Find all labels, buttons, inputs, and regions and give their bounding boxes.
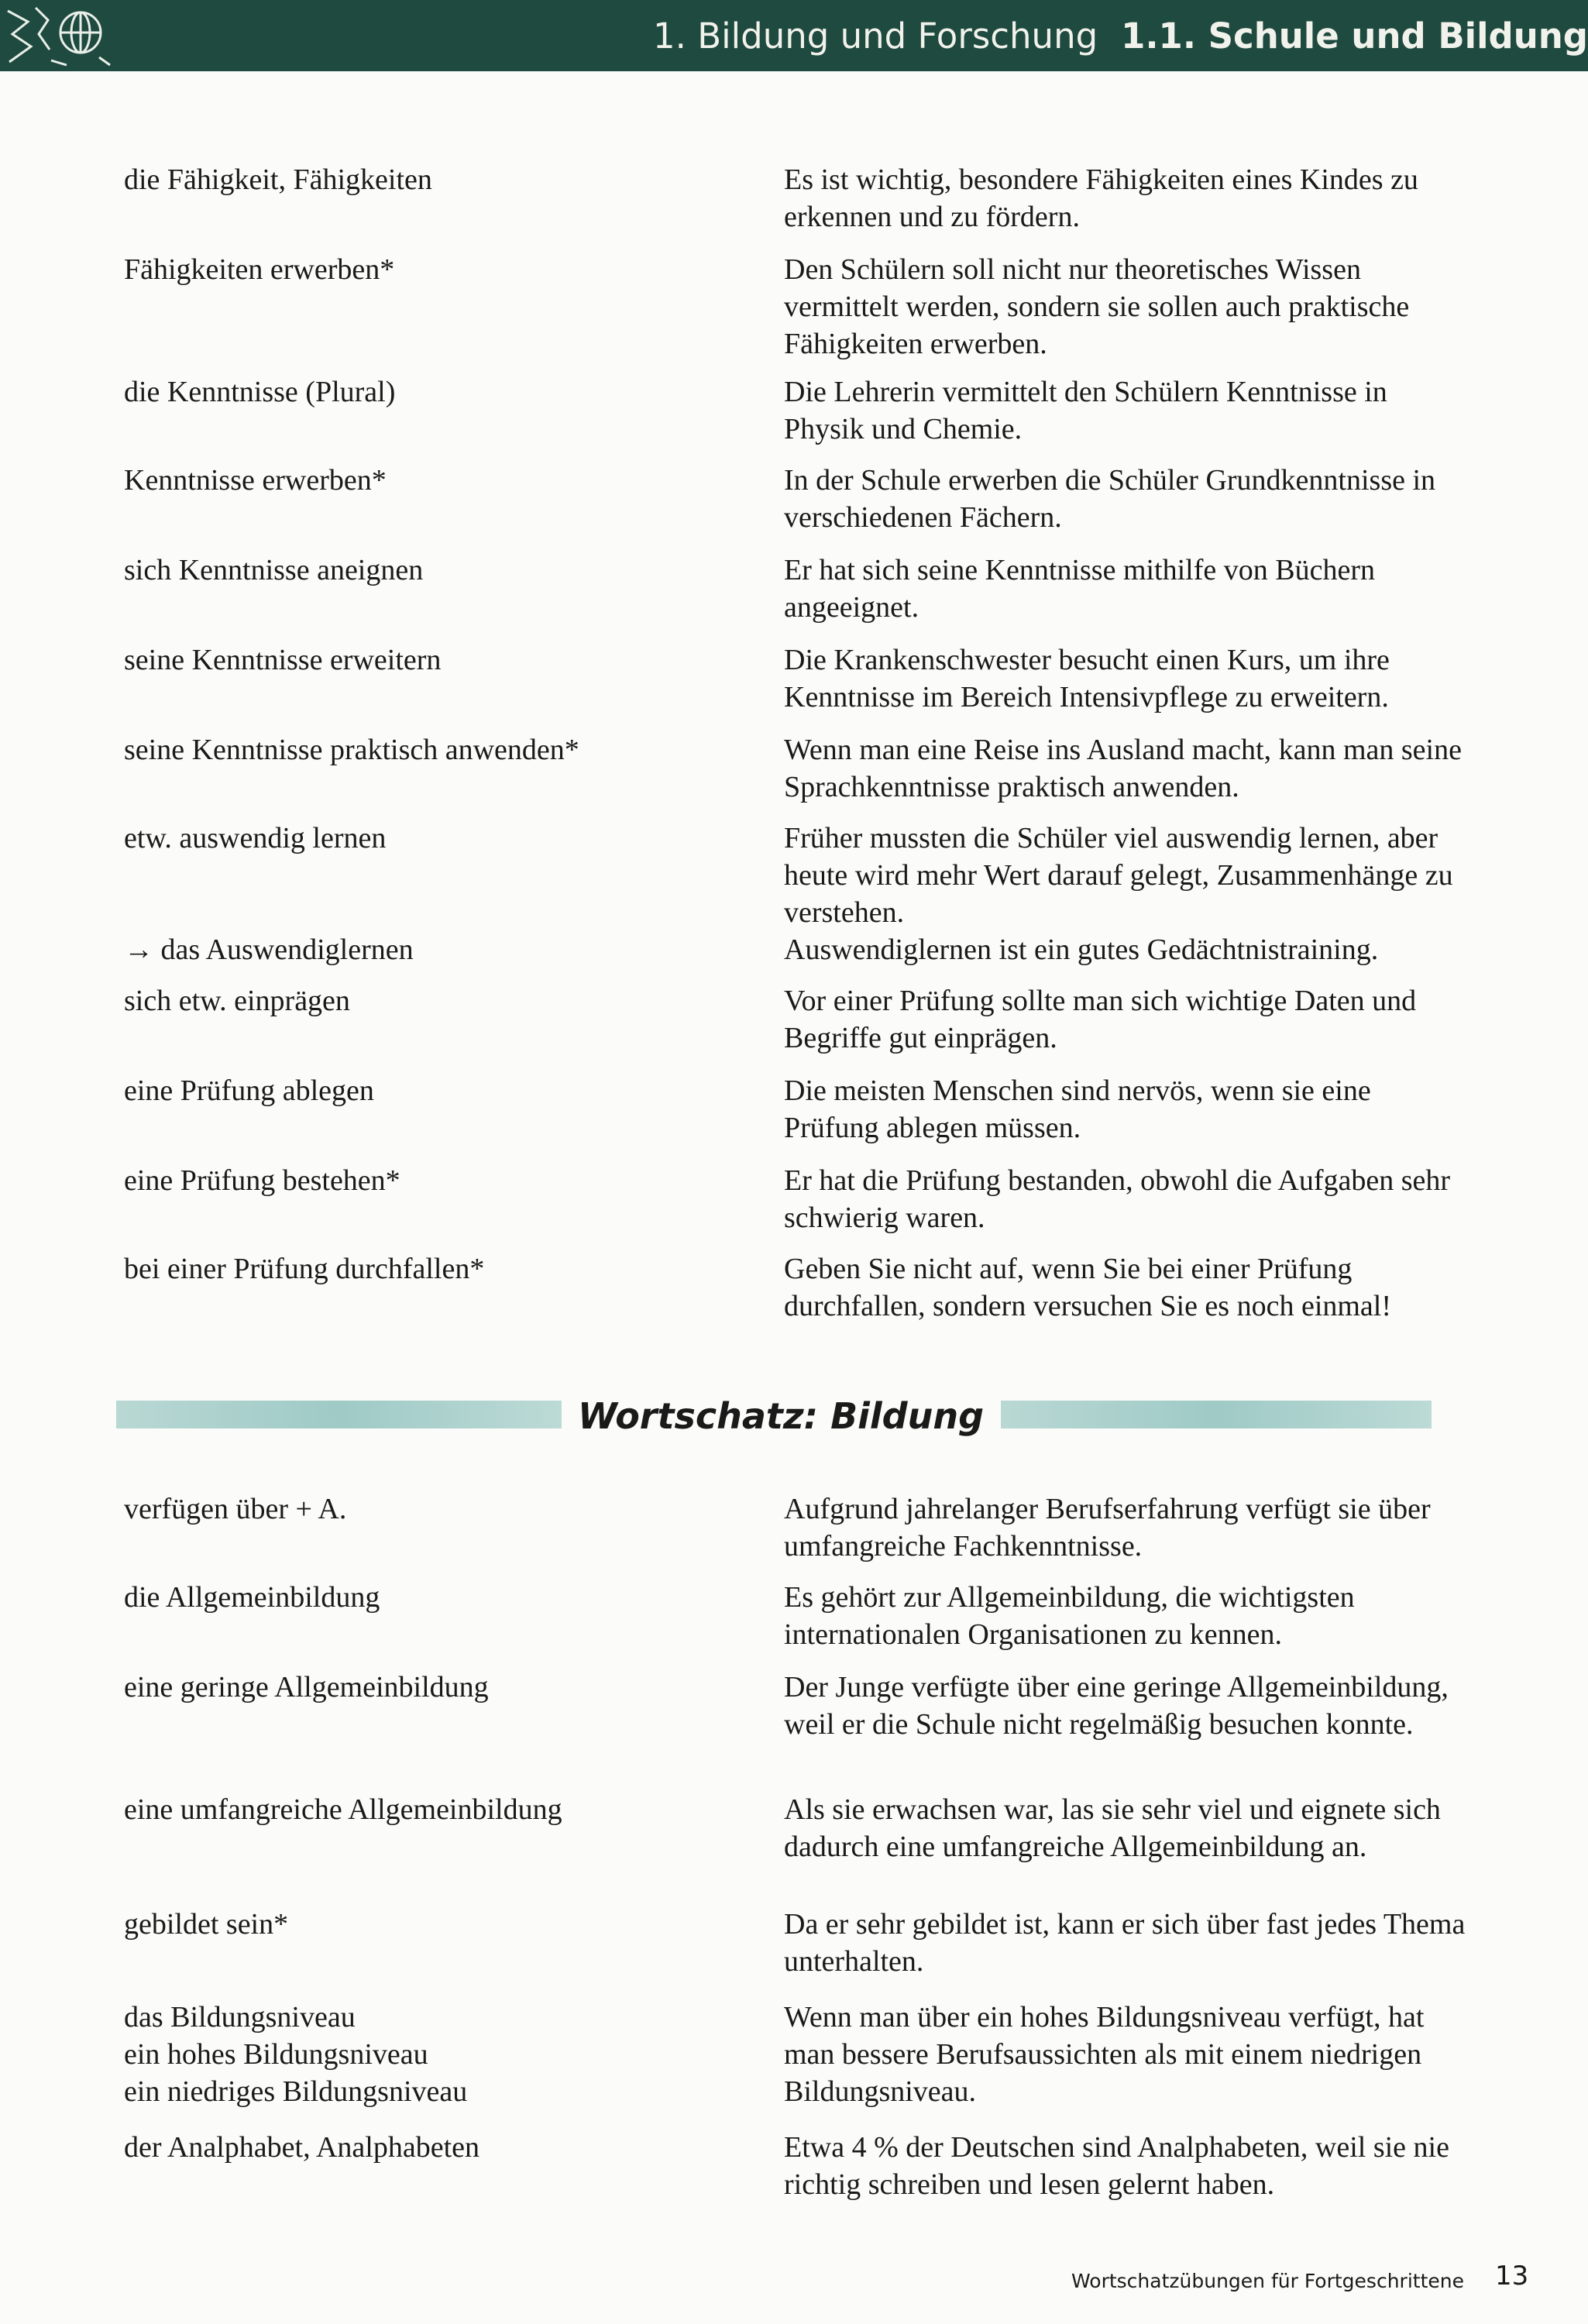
entry-term [124,731,759,768]
entry-example: Früher mussten die Schüler viel auswendig lernen, aber heute wird mehr Wert darauf gelegt, Zusammenhänge zu verstehen. [784,822,1453,929]
term-line: die Kenntnisse (Plural) [124,376,396,408]
entry-term [124,1250,759,1287]
term-line: der Analphabet, Analphabeten [124,2131,480,2164]
entry-term [124,373,759,411]
entry-example: Etwa 4 % der Deutschen sind Analphabeten, weil sie nie richtig schreiben und lesen gelernt haben. [784,2131,1449,2201]
entry-example: Als sie erwachsen war, las sie sehr viel und eignete sich dadurch eine umfangreiche Allgemeinbildung an. [784,1793,1441,1863]
entry-term [124,982,759,1019]
entry-term [124,1579,759,1616]
heading-band-left [116,1401,562,1428]
entry-term [124,1906,759,1943]
term-line: die Fähigkeit, Fähigkeiten [124,163,432,196]
term-line: ein niedriges Bildungsniveau [124,2075,468,2108]
term-line: eine Prüfung ablegen [124,1074,374,1107]
term-line: ein hohes Bildungsniveau [124,2038,428,2071]
term-line: das Bildungsniveau [124,2001,356,2033]
term-line: eine umfangreiche Allgemeinbildung [124,1793,562,1826]
term-line: seine Kenntnisse erweitern [124,644,442,676]
entry-term [124,2129,759,2166]
entry-term [124,1162,759,1199]
entry-example: Da er sehr gebildet ist, kann er sich über fast jedes Thema unterhalten. [784,1908,1466,1978]
entry-term [124,251,759,288]
term-line: bei einer Prüfung durchfallen* [124,1253,485,1285]
entry-example: Die Krankenschwester besucht einen Kurs, um ihre Kenntnisse im Bereich Intensivpflege zu erweitern. [784,644,1390,713]
page-number: 13 [1495,2260,1529,2291]
term-line: → das Auswendiglernen [124,933,414,966]
entry-example: Geben Sie nicht auf, wenn Sie bei einer Prüfung durchfallen, sondern versuchen Sie es noch einmal! [784,1253,1392,1322]
entry-term [124,1791,759,1828]
entry-example: Der Junge verfügte über eine geringe Allgemeinbildung, weil er die Schule nicht regelmäßig besuchen konnte. [784,1671,1449,1741]
entry-term [124,552,759,589]
term-line: verfügen über + A. [124,1493,347,1525]
entry-term [124,1669,759,1706]
term-line: seine Kenntnisse praktisch anwenden* [124,734,579,766]
entry-example: Die Lehrerin vermittelt den Schülern Kenntnisse in Physik und Chemie. [784,376,1387,445]
term-line: die Allgemeinbildung [124,1581,380,1614]
entry-term [124,641,759,679]
entry-example: Es ist wichtig, besondere Fähigkeiten eines Kindes zu erkennen und zu fördern. [784,163,1418,233]
entry-example: Aufgrund jahrelanger Berufserfahrung verfügt sie über umfangreiche Fachkenntnisse. [784,1493,1431,1563]
entry-example: Er hat sich seine Kenntnisse mithilfe von Büchern angeeignet. [784,554,1375,624]
entry-example: Es gehört zur Allgemeinbildung, die wichtigsten internationalen Organisationen zu kennen. [784,1581,1355,1651]
term-line: etw. auswendig lernen [124,822,387,854]
entry-term [124,161,759,198]
entry-term [124,820,759,857]
entry-example: Den Schülern soll nicht nur theoretisches Wissen vermittelt werden, sondern sie sollen auch praktische Fähigkeiten erwerben. [784,253,1410,360]
term-line: Fähigkeiten erwerben* [124,253,395,286]
term-line: eine Prüfung bestehen* [124,1164,400,1197]
footer-book-title: Wortschatzübungen für Fortgeschrittene [1071,2270,1464,2292]
header-chapter: 1. Bildung und Forschung [653,15,1098,57]
globe-logo-icon [5,3,113,68]
entry-term [124,462,759,499]
heading-band-right [1001,1401,1432,1428]
entry-example: Er hat die Prüfung bestanden, obwohl die Aufgaben sehr schwierig waren. [784,1164,1451,1234]
entry-term [124,931,759,968]
header-section: 1.1. Schule und Bildung [1121,15,1588,57]
entry-example: Die meisten Menschen sind nervös, wenn sie eine Prüfung ablegen müssen. [784,1074,1371,1144]
entry-term [124,1072,759,1109]
entry-example: Wenn man eine Reise ins Ausland macht, kann man seine Sprachkenntnisse praktisch anwenden. [784,734,1462,803]
entry-term [124,1999,759,2110]
term-line: eine geringe Allgemeinbildung [124,1671,489,1703]
header-title [638,12,1588,59]
section-heading: Wortschatz: Bildung [577,1395,985,1437]
entry-term [124,1490,759,1528]
header-bar [0,0,1588,71]
term-line: gebildet sein* [124,1908,289,1941]
term-line: sich etw. einprägen [124,985,350,1017]
entry-example: In der Schule erwerben die Schüler Grundkenntnisse in verschiedenen Fächern. [784,464,1436,534]
entry-example: Wenn man über ein hohes Bildungsniveau verfügt, hat man bessere Berufsaussichten als mit einem niedrigen Bildungsniveau. [784,2001,1425,2108]
term-line: sich Kenntnisse aneignen [124,554,424,586]
entry-example: Auswendiglernen ist ein gutes Gedächtnistraining. [784,933,1379,966]
entry-example: Vor einer Prüfung sollte man sich wichtige Daten und Begriffe gut einprägen. [784,985,1417,1054]
term-line: Kenntnisse erwerben* [124,464,387,497]
